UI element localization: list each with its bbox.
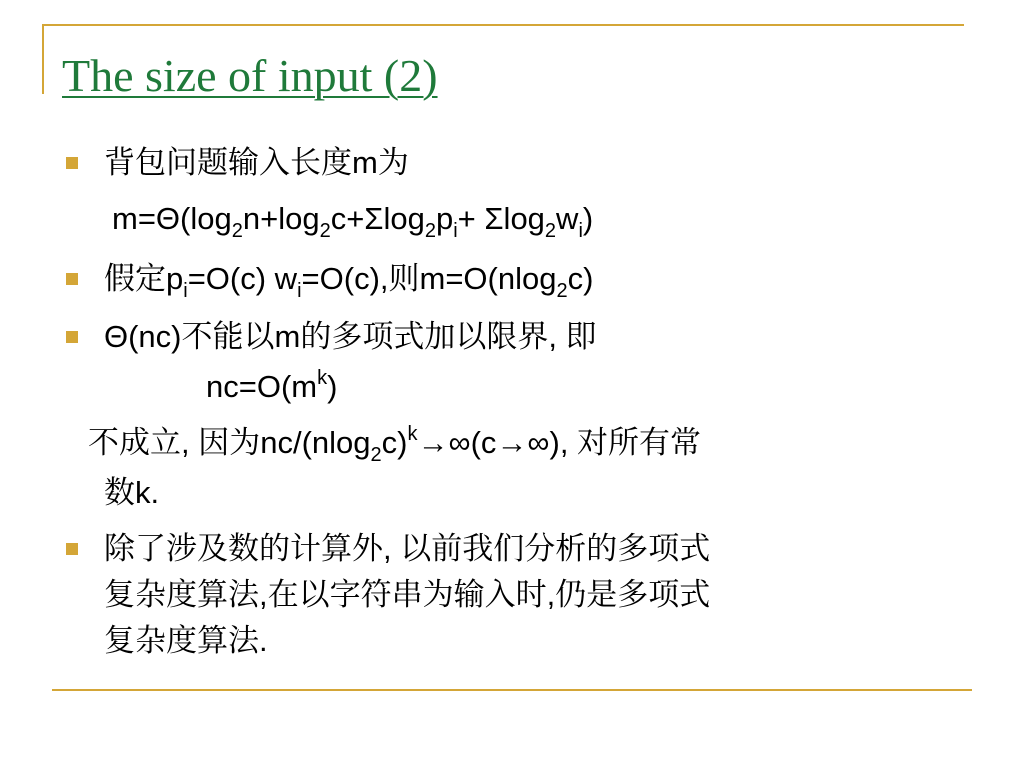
left-border-rule <box>42 24 44 94</box>
bullet-4-line-1: 除了涉及数的计算外, 以前我们分析的多项式 <box>104 531 711 566</box>
bullet-square-icon <box>66 273 78 285</box>
formula-line-2: $nc=O(m^k)$ <box>206 367 338 404</box>
bottom-border-rule <box>52 689 972 691</box>
paragraph-line-1: 不成立, 因为$nc/(nlog_2c)^k\to\infty(c\to\infty)$, 对所有常 <box>88 423 702 466</box>
bullet-4-line-2: 复杂度算法,在以字符串为输入时,仍是多项式 <box>104 577 711 612</box>
paragraph-line-2: 数k. <box>104 475 160 510</box>
bullet-1-text: 背包问题输入长度m为 <box>104 145 409 180</box>
bullet-square-icon <box>66 331 78 343</box>
bullet-4-line-3: 复杂度算法. <box>104 623 268 658</box>
formula-line-1: $m=\Theta(\log_2n+\log_2c+\Sigma\log_2p_i+ \Sigma\log_2w_i)$ <box>112 201 594 242</box>
slide-title: The size of input (2) <box>62 50 438 101</box>
top-border-rule <box>42 24 964 26</box>
bullet-square-icon <box>66 543 78 555</box>
bullet-2-text: 假定$p_i=O(c)$ $w_i=O(c)$,则m=O(nlog$_2$c) <box>104 261 594 302</box>
bullet-square-icon <box>66 157 78 169</box>
bullet-3-text: Θ(nc)不能以m的多项式加以限界, 即 <box>104 319 597 354</box>
